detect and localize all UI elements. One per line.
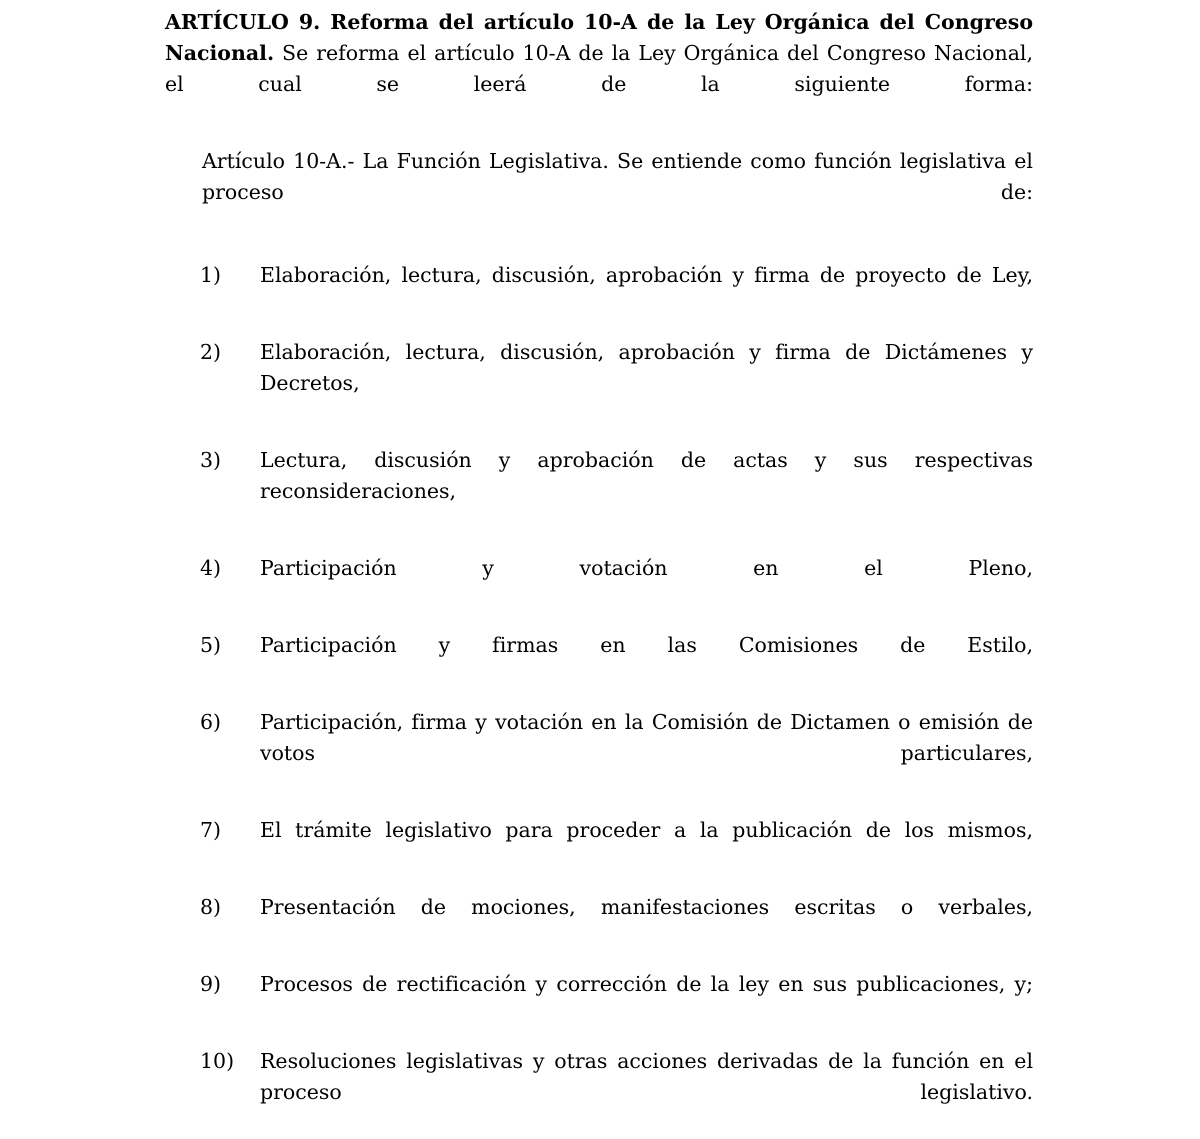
list-item [200,553,1033,615]
article-10a-paragraph [202,146,1033,239]
list-item [200,630,1033,692]
list-item [200,445,1033,538]
list-item-text: Elaboración, lectura, discusión, aprobación y firma de proyecto de Ley, [260,262,1033,287]
list-item [200,260,1033,322]
list-item-text: El trámite legislativo para proceder a la publicación de los mismos, [260,817,1033,842]
article-9-paragraph [165,7,1033,131]
list-item-marker: 4) [200,555,222,580]
list-item-text: Participación y firmas en las Comisiones de Estilo, [260,632,1033,657]
list-item-text: Procesos de rectificación y corrección de la ley en sus publicaciones, y; [260,971,1033,996]
list-item-text: Presentación de mociones, manifestaciones escritas o verbales, [260,894,1033,919]
list-item [200,969,1033,1031]
list-item-marker: 8) [200,894,222,919]
document-text-column [165,7,1033,1139]
article-9-heading: ARTÍCULO 9. Reforma del artículo 10-A de la Ley Orgánica del Congreso Nacional. [165,10,1033,65]
list-item [200,337,1033,430]
list-item-marker: 1) [200,262,222,287]
list-item [200,892,1033,954]
list-item-marker: 2) [200,339,222,364]
article-10a-body: Se entiende como función legislativa el proceso de: [202,149,1033,204]
list-item [200,815,1033,877]
list-item-text: Participación y votación en el Pleno, [260,555,1033,580]
article-10a-heading: Artículo 10-A.- La Función Legislativa. [202,149,609,173]
list-item-text: Lectura, discusión y aprobación de actas y sus respectivas reconsideraciones, [260,447,1033,503]
list-item-marker: 9) [200,971,222,996]
list-item-marker: 6) [200,709,222,734]
article-9-body: Se reforma el artículo 10-A de la Ley Orgánica del Congreso Nacional, el cual se leerá de la siguiente forma: [165,41,1033,96]
list-item-marker: 3) [200,447,222,472]
list-item-marker: 7) [200,817,222,842]
list-item-text: Elaboración, lectura, discusión, aprobación y firma de Dictámenes y Decretos, [260,339,1033,395]
list-item [200,1046,1033,1139]
legislative-function-list [165,260,1033,1139]
list-item [200,707,1033,800]
list-item-marker: 10) [200,1048,235,1073]
list-item-text: Resoluciones legislativas y otras acciones derivadas de la función en el proceso legislativo. [260,1048,1033,1104]
list-item-text: Participación, firma y votación en la Comisión de Dictamen o emisión de votos particulares, [260,709,1033,765]
list-item-marker: 5) [200,632,222,657]
